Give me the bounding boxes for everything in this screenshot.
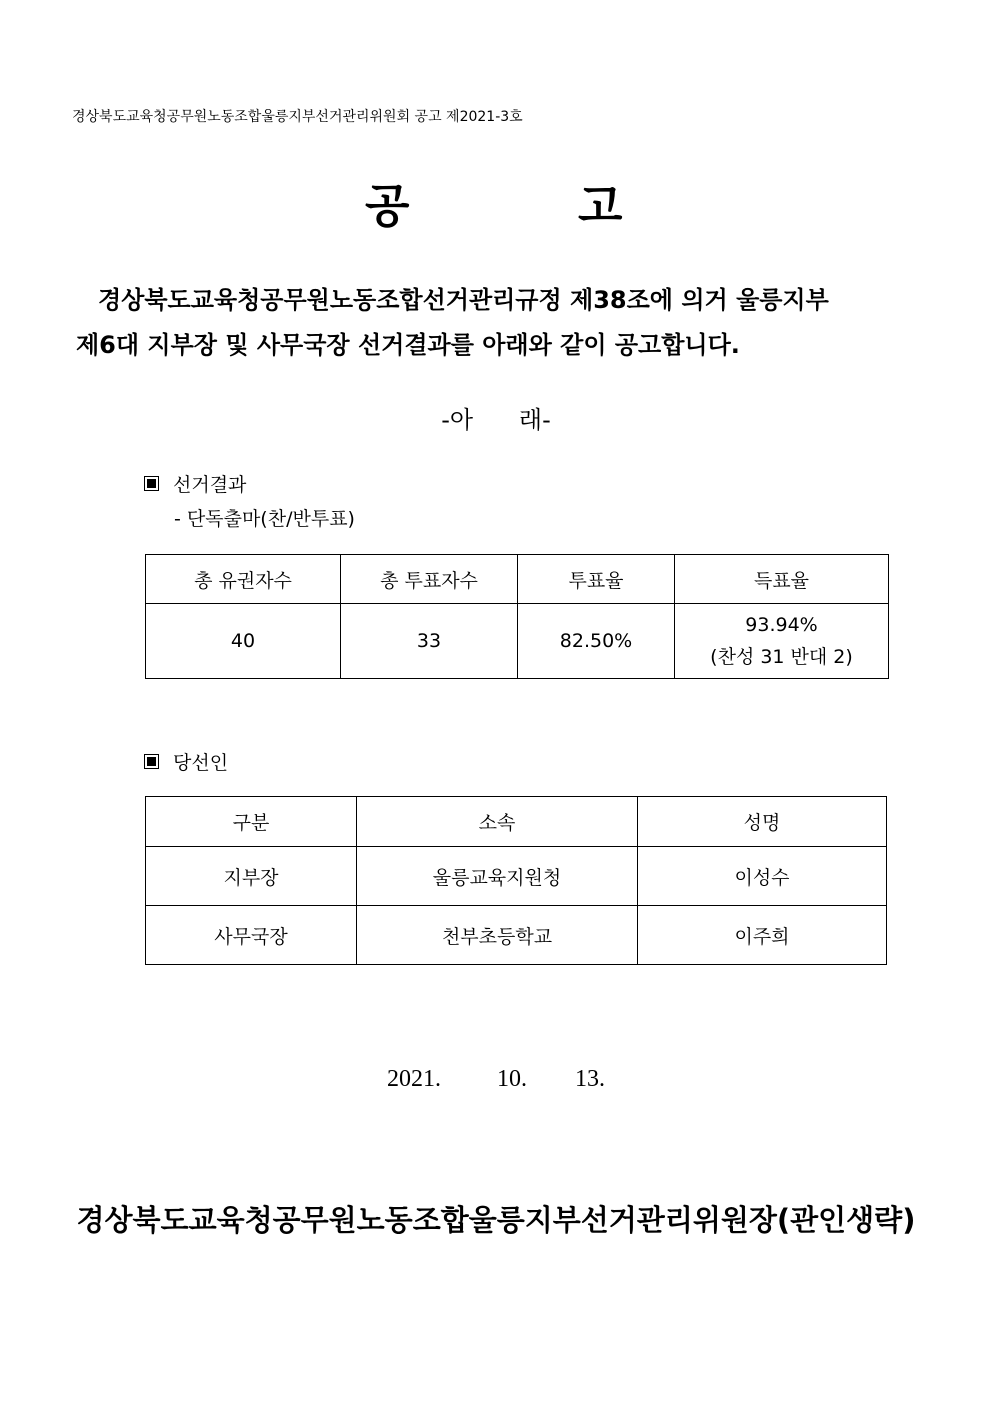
winners-table xyxy=(145,796,887,965)
title-part-1: 공 xyxy=(365,179,410,233)
header-affiliation: 소속 xyxy=(357,797,638,847)
cell-role: 지부장 xyxy=(146,847,357,906)
table-header-row xyxy=(146,797,887,847)
title-part-2: 고 xyxy=(578,179,623,233)
notice-date xyxy=(0,1066,992,1093)
section-election-result-subtitle: - 단독출마(찬/반투표) xyxy=(174,508,355,530)
header-voters: 총 투표자수 xyxy=(341,555,518,604)
value-vote-share-cell xyxy=(675,604,889,679)
below-heading: -아 래- xyxy=(441,406,551,434)
notice-number: 경상북도교육청공무원노동조합울릉지부선거관리위원회 공고 제2021-3호 xyxy=(72,109,523,125)
table-row xyxy=(146,906,887,965)
value-eligible: 40 xyxy=(146,604,341,679)
date-day: 13. xyxy=(575,1066,605,1092)
body-line-1: 경상북도교육청공무원노동조합선거관리규정 제38조에 의거 울릉지부 xyxy=(98,286,829,314)
section-winners-label: 당선인 xyxy=(173,752,229,774)
cell-affiliation: 천부초등학교 xyxy=(357,906,638,965)
header-vote-share: 득표율 xyxy=(675,555,889,604)
header-role: 구분 xyxy=(146,797,357,847)
section-winners xyxy=(144,748,228,775)
cell-affiliation: 울릉교육지원청 xyxy=(357,847,638,906)
body-line-2: 제6대 지부장 및 사무국장 선거결과를 아래와 같이 공고합니다. xyxy=(76,331,740,359)
date-year: 2021. xyxy=(387,1066,441,1092)
section-election-result xyxy=(144,470,246,497)
section-election-result-label: 선거결과 xyxy=(173,474,247,496)
cell-name: 이주희 xyxy=(638,906,887,965)
notice-body xyxy=(76,278,926,368)
table-row xyxy=(146,847,887,906)
cell-name: 이성수 xyxy=(638,847,887,906)
date-month: 10. xyxy=(497,1066,527,1092)
signature-line: 경상북도교육청공무원노동조합울릉지부선거관리위원장(관인생략) xyxy=(76,1203,916,1237)
filled-square-icon xyxy=(144,476,159,491)
value-voters: 33 xyxy=(341,604,518,679)
value-vote-detail: (찬성 31 반대 2) xyxy=(710,646,853,668)
header-name: 성명 xyxy=(638,797,887,847)
value-turnout: 82.50% xyxy=(518,604,675,679)
header-eligible: 총 유권자수 xyxy=(146,555,341,604)
table-header-row xyxy=(146,555,889,604)
table-row xyxy=(146,604,889,679)
cell-role: 사무국장 xyxy=(146,906,357,965)
value-vote-share: 93.94% xyxy=(745,614,818,636)
header-turnout: 투표율 xyxy=(518,555,675,604)
filled-square-icon xyxy=(144,754,159,769)
election-result-table xyxy=(145,554,889,679)
